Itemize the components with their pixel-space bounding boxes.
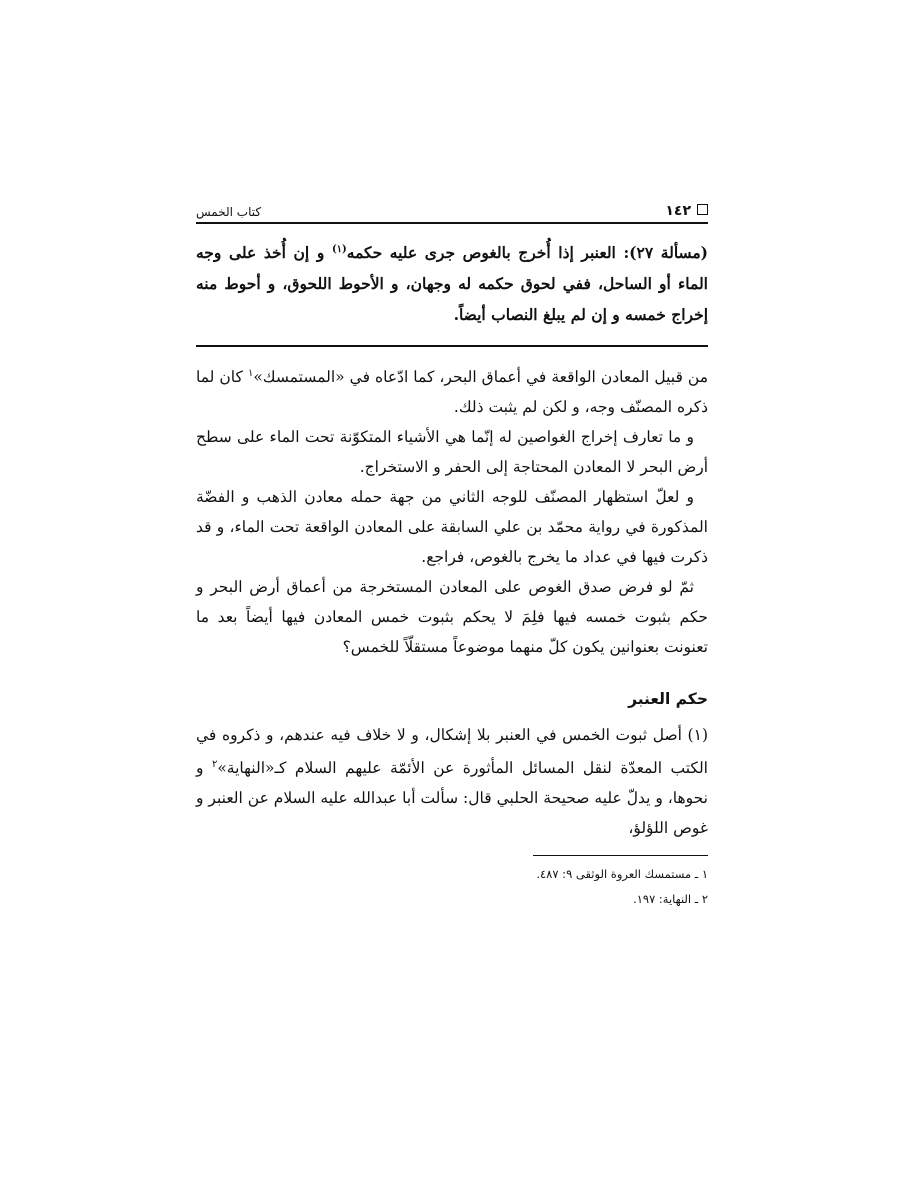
commentary-paragraph-4: ثمّ لو فرض صدق الغوص على المعادن المستخرجة من أعماق أرض البحر و حكم بثبوت خمسه فيها فلِمَ لا يحكم بثبوت خمس المعادن فيها أيضاً بعد ما تعنونت بعنوانين يكون كلّ منهما موضوعاً مستقلّاً للخمس؟ xyxy=(196,578,708,657)
commentary xyxy=(196,359,708,662)
main-text xyxy=(196,234,708,330)
commentary-p1-text: من قبيل المعادن الواقعة في أعماق البحر، كما ادّعاه في «المستمسك» xyxy=(253,368,708,387)
commentary-paragraph-2: و ما تعارف إخراج الغواصين له إنّما هي الأشياء المتكوّنة تحت الماء على سطح أرض البحر لا المعادن المحتاجة إلى الحفر و الاستخراج. xyxy=(196,428,708,477)
section-heading: حكم العنبر xyxy=(628,690,708,709)
page-header xyxy=(196,200,708,224)
commentary-paragraph-3: و لعلّ استظهار المصنّف للوجه الثاني من جهة حمله معادن الذهب و الفضّة المذكورة في رواية محمّد بن علي السابقة على المعادن الواقعة تحت الماء، و قد ذكرت فيها في عداد ما يخرج بالغوص، فراجع. xyxy=(196,488,708,567)
footnote-divider xyxy=(533,855,708,856)
commentary-p1-text-continued: كان لما ذكره المصنّف وجه، و لكن لم يثبت ذلك. xyxy=(196,368,708,417)
running-title: كتاب الخمس xyxy=(196,205,262,219)
matn-paragraph xyxy=(196,234,708,330)
footnote-marker: (١) xyxy=(331,244,347,255)
section-body-text: (١) أصل ثبوت الخمس في العنبر بلا إشكال، و لا خلاف فيه عندهم، و ذكروه في الكتب المعدّة لنقل المسائل المأثورة عن الأئمّة عليهم السلام كـ«النهاية» xyxy=(196,726,708,778)
section-body-text-continued: و نحوها، و يدلّ عليه صحيحة الحلبي قال: سألت أبا عبدالله عليه السلام عن العنبر و غوص اللؤلؤ، xyxy=(196,759,708,838)
main-divider xyxy=(196,345,708,347)
commentary-paragraph-1 xyxy=(196,359,708,422)
square-bullet-icon xyxy=(697,204,708,215)
matn-text-continued: و إن أُخذ على وجه الماء أو الساحل، ففي لحوق حكمه له وجهان، و الأحوط اللحوق، و أحوط منه إخراج خمسه و إن لم يبلغ النصاب أيضاً. xyxy=(196,243,708,325)
section-body xyxy=(196,720,708,843)
footnote-1: ١ ـ مستمسك العروة الوثقى ٩: ٤٨٧. xyxy=(536,867,708,882)
footnote-ref-2: ٢ xyxy=(211,759,218,771)
book-page xyxy=(196,200,708,912)
page-number xyxy=(665,203,708,219)
footnote-2: ٢ ـ النهاية: ١٩٧. xyxy=(633,892,708,907)
page-number-text: ١٤٢ xyxy=(665,203,691,219)
footnotes xyxy=(196,862,708,912)
footnote-ref-1: ١ xyxy=(247,368,254,380)
matn-text: (مسألة ٢٧): العنبر إذا أُخرج بالغوص جرى عليه حكمه xyxy=(346,243,709,263)
